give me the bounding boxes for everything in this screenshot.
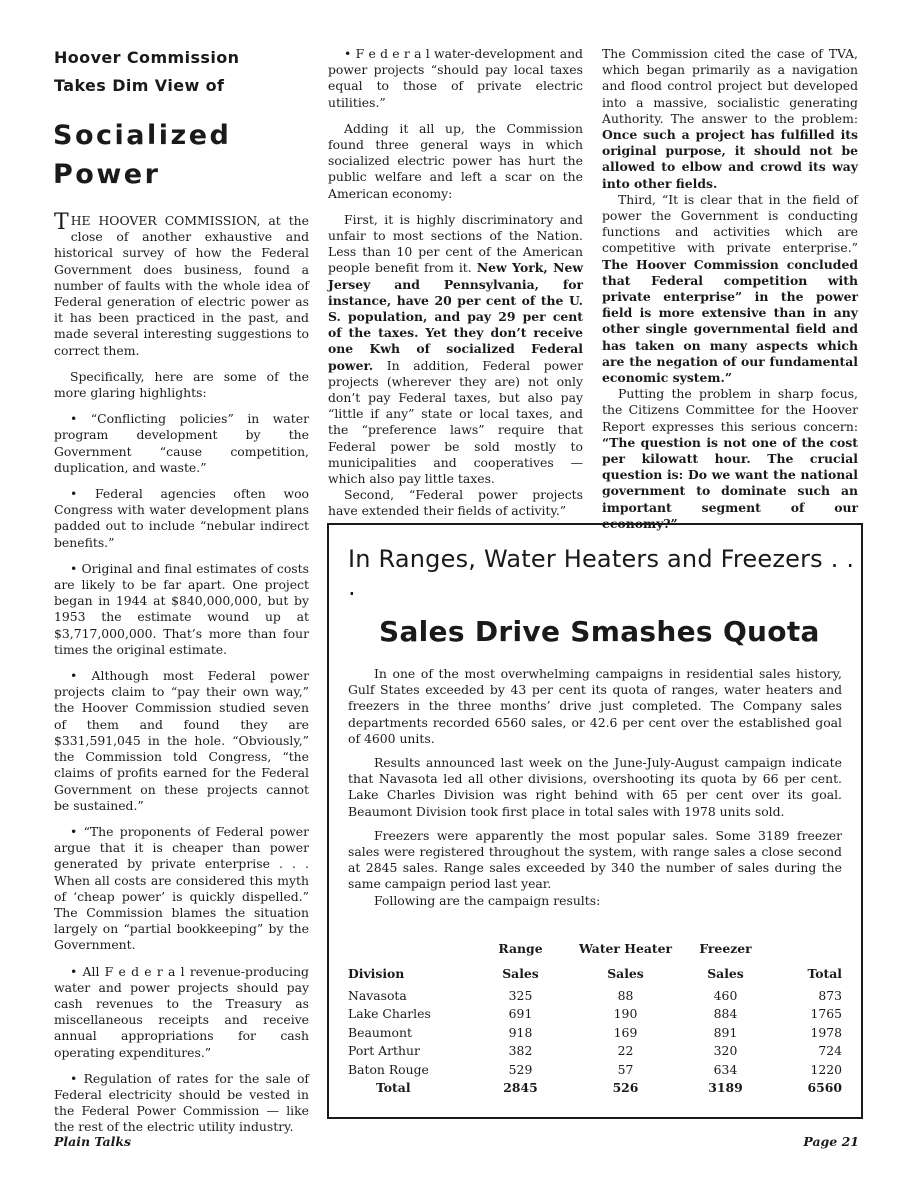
headline-line-1: Socialized bbox=[53, 120, 232, 151]
table-cell: 724 bbox=[818, 1043, 842, 1059]
table-header-cell: Sales bbox=[707, 965, 744, 981]
adding-it-up-paragraph: Adding it all up, the Commission found three general ways in which socialized electric power has hurt the public welfare and left a scar on the American economy: bbox=[328, 120, 583, 201]
bullet-conflicting-policies: • “Conflicting policies” in water program development by the Government “cause competition, duplication, and waste.” bbox=[54, 411, 309, 475]
table-cell: 320 bbox=[713, 1043, 738, 1059]
sales-paragraph-1: In one of the most overwhelming campaigns in residential sales history, Gulf States exceeded by 43 per cent its quota of ranges, water heaters and freezers in the three months’ drive just completed. The Company sales departments recorded 6560 sales, or 42.6 per cent over the established goal of 4600 units. bbox=[348, 666, 842, 746]
kicker-line-2: Takes Dim View of bbox=[54, 76, 225, 95]
tva-emphasis: Once such a project has fulfilled its original purpose, it should not be allowed to elbow and crowd its way into other fields. bbox=[602, 127, 858, 191]
table-total-cell: Total bbox=[376, 1080, 411, 1096]
sales-paragraph-3: Freezers were apparently the most popular sales. Some 3189 freezer sales were registered throughout the system, with range sales a close second at 2845 sales. Range sales exceeded by 340 the number of sales during the same campaign period last year. bbox=[348, 827, 842, 892]
table-header-row-2 bbox=[348, 960, 842, 986]
sales-paragraph-4: Following are the campaign results: bbox=[374, 892, 601, 908]
bullet-cheap-power-myth: • “The proponents of Federal power argue that it is cheaper than power generated by private enterprise . . . When all costs are considered this myth of ‘cheap power’ is quickly dispelled.” The Commission blames the situation largely on “partial bookkeeping” by the Government. bbox=[54, 823, 309, 953]
table-header-cell bbox=[348, 936, 473, 960]
article-headline bbox=[53, 116, 313, 194]
table-header-cell: Water Heater bbox=[578, 940, 673, 956]
intro-paragraph: THE HOOVER COMMISSION, at the close of another exhaustive and historical survey of how the Federal Government does business, found a number of faults with the whole idea of Federal generation of electric power as it has been practiced in the past, and made several interesting suggestions to correct them. bbox=[54, 210, 309, 358]
table-cell: 22 bbox=[617, 1043, 634, 1059]
drop-cap: T bbox=[54, 210, 69, 235]
table-cell: 88 bbox=[617, 987, 634, 1003]
citizens-committee-quote: “The question is not one of the cost per kilowatt hour. The crucial question is: Do we want the national government to dominate such an important segment of our economy?” bbox=[602, 434, 858, 531]
table-row bbox=[348, 1005, 842, 1024]
sales-kicker: In Ranges, Water Heaters and Freezers . . . bbox=[348, 545, 855, 601]
table-cell: Lake Charles bbox=[348, 1006, 431, 1022]
third-point-emphasis: The Hoover Commission concluded that Federal competition with private enterprise” in the power field is more extensive than in any other single governmental field and has taken on many aspects which are the negation of our fundamental economic system.” bbox=[602, 256, 858, 386]
table-row bbox=[348, 1060, 842, 1079]
table-cell: 169 bbox=[613, 1024, 638, 1040]
sales-paragraph-2: Results announced last week on the June-July-August campaign indicate that Navasota led all other divisions, overshooting its quota by 66 per cent. Lake Charles Division was right behind with 65 per cent over its goal. Beaumont Division took first place in total sales with 1978 units sold. bbox=[348, 755, 842, 819]
table-cell: 1765 bbox=[810, 1006, 842, 1022]
table-cell: 1978 bbox=[810, 1024, 842, 1040]
table-cell: 529 bbox=[508, 1061, 533, 1077]
footer-publication: Plain Talks bbox=[54, 1134, 132, 1149]
third-point-paragraph: Third, “It is clear that in the field of power the Government is conducting functions and activities which are competitive with private enterprise.” The Hoover Commission concluded that Federal competition with private enterprise” in the power field is more extensive than in any other single governmental field and has taken on many aspects which are the negation of our fundamental economic system.” bbox=[602, 191, 858, 386]
bullet-rate-regulation: • Regulation of rates for the sale of Federal electricity should be vested in the Federal Power Commission — like the rest of the electric utility industry. bbox=[54, 1070, 309, 1135]
table-row bbox=[348, 1023, 842, 1042]
first-point-paragraph: First, it is highly discriminatory and unfair to most sections of the Nation. Less than 10 per cent of the American people benefit from it. New York, New Jersey and Pennsylvania, for instance, have 20 per cent of the U. S. population, and pay 29 per cent of the taxes. Yet they don’t receive one Kwh of socialized Federal power. In addition, Federal power projects (wherever they are) not only don’t pay Federal taxes, but also pay “little if any” state or local taxes, and the “preference laws” require that Federal power be sold mostly to municipalities and cooperatives — which also pay little taxes. bbox=[328, 211, 583, 487]
table-total-cell: 6560 bbox=[807, 1080, 842, 1096]
table-cell: Navasota bbox=[348, 987, 407, 1003]
bullet-revenue-projects: • All F e d e r a l revenue-producing water and power projects should pay cash revenues to the Treasury as miscellaneous receipts and receive annual appropriations for cash operating expenditures.” bbox=[54, 963, 309, 1060]
table-cell: 325 bbox=[508, 987, 533, 1003]
sales-drive-box bbox=[327, 523, 863, 1119]
table-row bbox=[348, 1042, 842, 1061]
article-column-1 bbox=[54, 210, 309, 1146]
table-cell: Beaumont bbox=[348, 1024, 412, 1040]
bullet-pay-own-way: • Although most Federal power projects claim to “pay their own way,” the Hoover Commission studied seven of them and found they are $331,591,045 in the hole. “Obviously,” the Commission told Congress, “the claims of profits earned for the Federal Government on these projects cannot be sustained.” bbox=[54, 668, 309, 813]
table-cell: 873 bbox=[818, 987, 842, 1003]
article-column-2 bbox=[328, 46, 583, 530]
table-cell: 1220 bbox=[810, 1061, 842, 1077]
table-total-row bbox=[348, 1079, 842, 1098]
table-header-cell: Total bbox=[807, 965, 842, 981]
table-header-cell: Sales bbox=[607, 965, 644, 981]
table-cell: 691 bbox=[508, 1006, 533, 1022]
footer-page-number: Page 21 bbox=[803, 1134, 859, 1149]
table-header-cell: Range bbox=[498, 940, 543, 956]
sales-headline: Sales Drive Smashes Quota bbox=[379, 615, 820, 648]
highlights-intro: Specifically, here are some of the more glaring highlights: bbox=[54, 368, 309, 401]
table-total-cell: 2845 bbox=[503, 1080, 538, 1096]
bullet-cost-estimates: • Original and final estimates of costs are likely to be far apart. One project began in 1944 at $840,000,000, but by 1953 the estimate wound up at $3,717,000,000. That’s more than four times the original estimate. bbox=[54, 560, 309, 657]
table-cell: 460 bbox=[713, 987, 738, 1003]
table-cell: 634 bbox=[713, 1061, 738, 1077]
citizens-committee-paragraph: Putting the problem in sharp focus, the Citizens Committee for the Hoover Report expresses this serious concern: “The question is not one of the cost per kilowatt hour. The crucial question is: Do we want the national government to dominate such an important segment of our economy?” bbox=[602, 386, 858, 531]
headline-line-2: Power bbox=[53, 159, 161, 190]
table-header-cell: Division bbox=[348, 965, 405, 981]
table-row bbox=[348, 986, 842, 1005]
table-header-row-1 bbox=[348, 936, 842, 960]
bullet-local-taxes: • F e d e r a l water-development and power projects “should pay local taxes equal to those of private electric utilities.” bbox=[328, 46, 583, 110]
table-header-cell: Sales bbox=[502, 965, 539, 981]
table-cell: Port Arthur bbox=[348, 1043, 420, 1059]
table-cell: 918 bbox=[508, 1024, 533, 1040]
table-header-cell bbox=[768, 936, 842, 960]
campaign-results-table bbox=[348, 936, 842, 1097]
article-kicker bbox=[54, 44, 294, 100]
tva-paragraph: The Commission cited the case of TVA, which began primarily as a navigation and flood control project but developed into a massive, socialistic generating Authority. The answer to the problem: Once such a project has fulfilled its original purpose, it should not be allowed to elbow and crowd its way into other fields. bbox=[602, 46, 858, 191]
table-header-cell: Freezer bbox=[699, 940, 752, 956]
table-cell: 884 bbox=[713, 1006, 738, 1022]
table-cell: 382 bbox=[508, 1043, 533, 1059]
table-cell: Baton Rouge bbox=[348, 1061, 429, 1077]
table-cell: 891 bbox=[713, 1024, 738, 1040]
bullet-agencies-woo-congress: • Federal agencies often woo Congress with water development plans padded out to include “nebular indirect benefits.” bbox=[54, 486, 309, 550]
table-cell: 190 bbox=[613, 1006, 638, 1022]
first-point-emphasis: New York, New Jersey and Pennsylvania, for instance, have 20 per cent of the U. S. population, and pay 29 per cent of the taxes. Yet they don’t receive one Kwh of socialized Federal power. bbox=[328, 260, 583, 373]
sales-body bbox=[348, 666, 842, 917]
table-total-cell: 3189 bbox=[708, 1080, 743, 1096]
article-column-3 bbox=[602, 46, 858, 542]
second-point-paragraph: Second, “Federal power projects have extended their fields of activity.” bbox=[328, 487, 583, 519]
table-total-cell: 526 bbox=[612, 1080, 639, 1096]
table-cell: 57 bbox=[617, 1061, 634, 1077]
kicker-line-1: Hoover Commission bbox=[54, 48, 240, 67]
